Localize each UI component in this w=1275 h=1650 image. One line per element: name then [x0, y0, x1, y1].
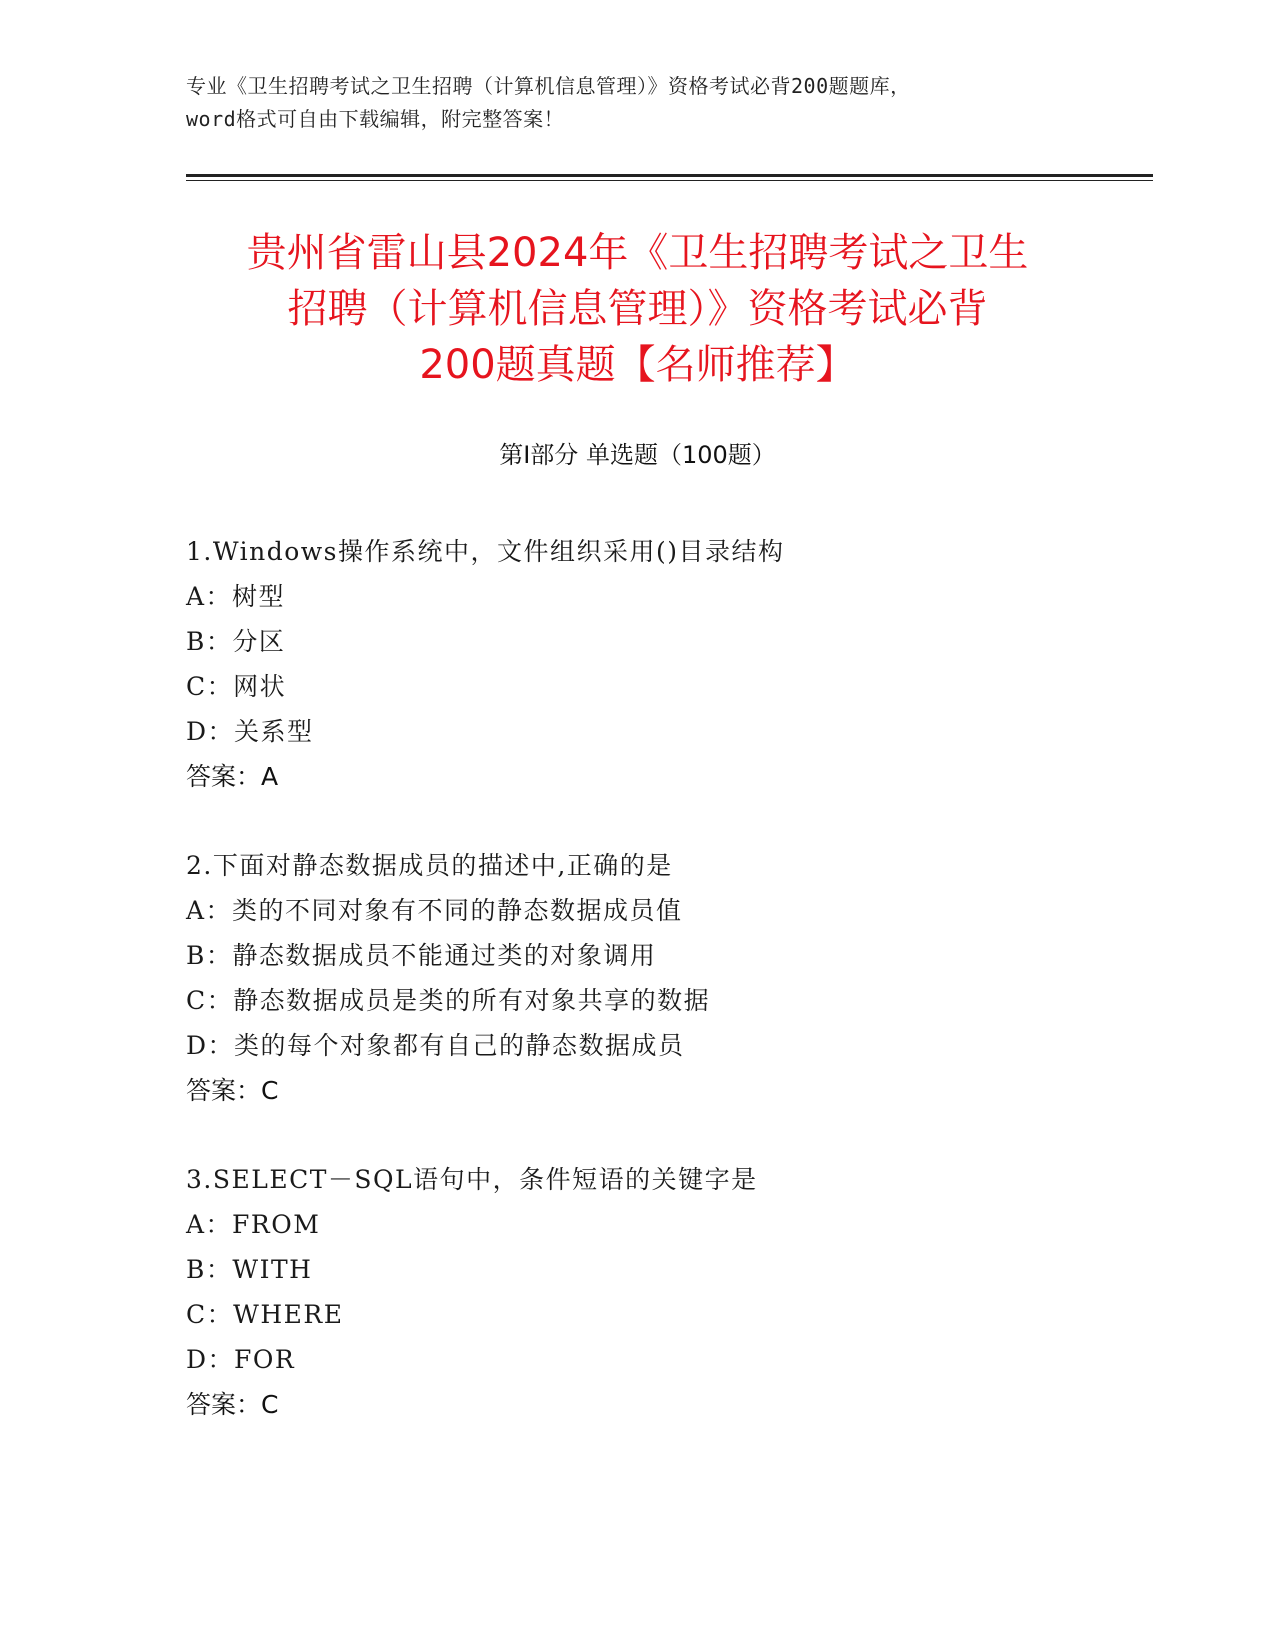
question-stem: 3.SELECT－SQL语句中，条件短语的关键字是: [186, 1165, 758, 1194]
option-c: C：静态数据成员是类的所有对象共享的数据: [186, 986, 711, 1015]
question-list: [186, 529, 1186, 1471]
header-line-2: word格式可自由下载编辑，附完整答案！: [186, 107, 565, 131]
option-c: C：WHERE: [186, 1300, 344, 1329]
question-item-3: [186, 1157, 1186, 1427]
header-line-1: 专业《卫生招聘考试之卫生招聘（计算机信息管理）》资格考试必背200题题库，: [186, 74, 911, 98]
option-b: B：WITH: [186, 1255, 313, 1284]
option-b: B：分区: [186, 627, 286, 656]
option-a: A：类的不同对象有不同的静态数据成员值: [186, 896, 683, 925]
option-c: C：网状: [186, 672, 287, 701]
option-d: D：类的每个对象都有自己的静态数据成员: [186, 1031, 685, 1060]
section-heading: 第Ⅰ部分 单选题（100题）: [499, 441, 776, 469]
header-divider-thick: [186, 174, 1153, 177]
title-line-3: 200题真题【名师推荐】: [419, 342, 856, 388]
question-stem: 2.下面对静态数据成员的描述中,正确的是: [186, 851, 673, 880]
answer-text: 答案：C: [186, 1076, 279, 1105]
document-header-note: [186, 70, 1086, 136]
answer-text: 答案：A: [186, 762, 279, 791]
answer-text: 答案：C: [186, 1390, 279, 1419]
document-title: [150, 225, 1125, 393]
title-line-2: 招聘（计算机信息管理）》资格考试必背: [287, 286, 988, 332]
option-a: A：树型: [186, 582, 286, 611]
header-divider-thin: [186, 180, 1153, 181]
option-d: D：FOR: [186, 1345, 296, 1374]
question-stem: 1.Windows操作系统中，文件组织采用()目录结构: [186, 537, 785, 566]
option-b: B：静态数据成员不能通过类的对象调用: [186, 941, 657, 970]
question-item-1: [186, 529, 1186, 799]
option-d: D：关系型: [186, 717, 314, 746]
title-line-1: 贵州省雷山县2024年《卫生招聘考试之卫生: [246, 230, 1029, 276]
option-a: A：FROM: [186, 1210, 321, 1239]
question-item-2: [186, 843, 1186, 1113]
